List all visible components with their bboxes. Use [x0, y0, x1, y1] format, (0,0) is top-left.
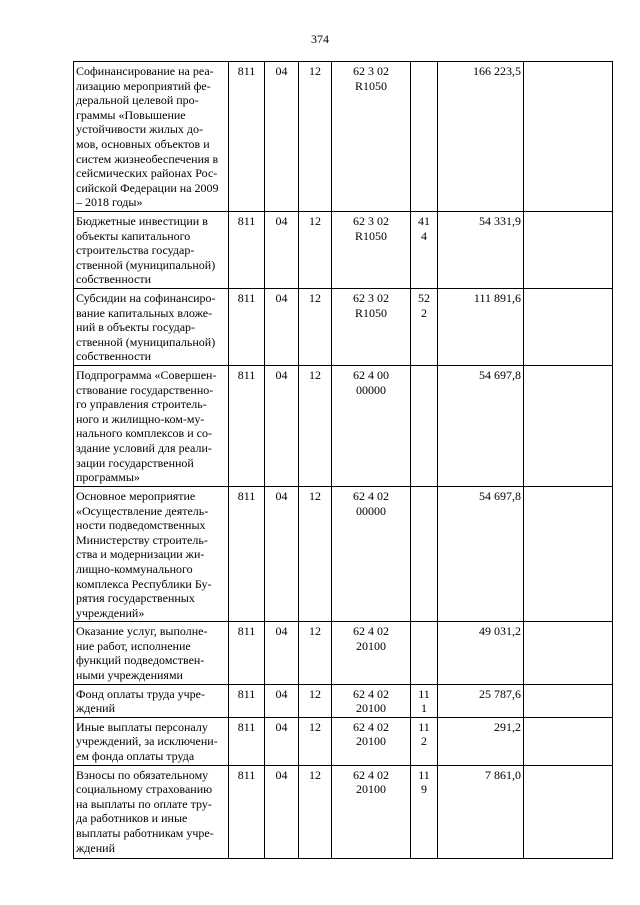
- row-sum: 49 031,2: [438, 622, 524, 684]
- table-row: [74, 288, 613, 365]
- row-target-item: 62 3 02 R1050: [332, 288, 411, 365]
- row-subsection: 12: [299, 765, 332, 858]
- row-section: 04: [265, 212, 299, 289]
- row-section: 04: [265, 622, 299, 684]
- row-section: 04: [265, 365, 299, 486]
- row-expense-type: [411, 62, 438, 212]
- row-sum: 54 331,9: [438, 212, 524, 289]
- row-sum: 54 697,8: [438, 365, 524, 486]
- row-sum: 291,2: [438, 717, 524, 765]
- row-name: Иные выплаты персоналу учреждений, за исключени- ем фонда оплаты труда: [74, 717, 229, 765]
- row-section: 04: [265, 717, 299, 765]
- row-name: Бюджетные инвестиции в объекты капитального строительства государ- ственной (муниципальной) собственности: [74, 212, 229, 289]
- row-section: 04: [265, 288, 299, 365]
- row-target-item: 62 4 02 20100: [332, 622, 411, 684]
- row-target-item: 62 4 02 20100: [332, 717, 411, 765]
- row-extra: [524, 622, 613, 684]
- row-ved: 811: [229, 684, 265, 717]
- row-extra: [524, 684, 613, 717]
- row-target-item: 62 3 02 R1050: [332, 212, 411, 289]
- row-section: 04: [265, 684, 299, 717]
- row-target-item: 62 3 02 R1050: [332, 62, 411, 212]
- row-sum: 166 223,5: [438, 62, 524, 212]
- row-section: 04: [265, 62, 299, 212]
- row-target-item: 62 4 02 20100: [332, 765, 411, 858]
- table-row: [74, 365, 613, 486]
- row-extra: [524, 62, 613, 212]
- row-name: Оказание услуг, выполне- ние работ, исполнение функций подведомствен- ными учреждениями: [74, 622, 229, 684]
- row-name: Основное мероприятие «Осуществление деятель- ности подведомственных Министерству строитель- ства и модернизации жи- лищно-коммунального комплекса Республики Бу- рятия государственных учреждений»: [74, 486, 229, 621]
- row-ved: 811: [229, 622, 265, 684]
- row-ved: 811: [229, 62, 265, 212]
- row-ved: 811: [229, 365, 265, 486]
- row-expense-type: [411, 365, 438, 486]
- row-target-item: 62 4 02 20100: [332, 684, 411, 717]
- row-subsection: 12: [299, 365, 332, 486]
- row-sum: 111 891,6: [438, 288, 524, 365]
- table-row: [74, 765, 613, 858]
- row-ved: 811: [229, 717, 265, 765]
- row-sum: 54 697,8: [438, 486, 524, 621]
- row-subsection: 12: [299, 212, 332, 289]
- row-name: Фонд оплаты труда учре- ждений: [74, 684, 229, 717]
- row-section: 04: [265, 486, 299, 621]
- row-ved: 811: [229, 486, 265, 621]
- table-row: [74, 684, 613, 717]
- table-row: [74, 622, 613, 684]
- row-subsection: 12: [299, 622, 332, 684]
- row-extra: [524, 765, 613, 858]
- row-sum: 25 787,6: [438, 684, 524, 717]
- table-row: [74, 212, 613, 289]
- table-row: [74, 486, 613, 621]
- page-number: 374: [311, 32, 329, 46]
- row-extra: [524, 288, 613, 365]
- row-subsection: 12: [299, 684, 332, 717]
- row-subsection: 12: [299, 717, 332, 765]
- row-subsection: 12: [299, 486, 332, 621]
- row-expense-type: 11 1: [411, 684, 438, 717]
- row-extra: [524, 486, 613, 621]
- row-subsection: 12: [299, 62, 332, 212]
- row-ved: 811: [229, 288, 265, 365]
- row-expense-type: [411, 486, 438, 621]
- row-target-item: 62 4 02 00000: [332, 486, 411, 621]
- row-expense-type: 52 2: [411, 288, 438, 365]
- row-ved: 811: [229, 765, 265, 858]
- row-name: Софинансирование на реа- лизацию мероприятий фе- деральной целевой про- граммы «Повышение устойчивости жилых до- мов, основных объектов и систем жизнеобеспечения в сейсмических районах Рос- сийской Федерации на 2009 – 2018 годы»: [74, 62, 229, 212]
- table-row: [74, 717, 613, 765]
- row-extra: [524, 365, 613, 486]
- table-row: [74, 62, 613, 212]
- row-expense-type: 41 4: [411, 212, 438, 289]
- row-sum: 7 861,0: [438, 765, 524, 858]
- row-subsection: 12: [299, 288, 332, 365]
- row-ved: 811: [229, 212, 265, 289]
- row-extra: [524, 212, 613, 289]
- row-section: 04: [265, 765, 299, 858]
- row-name: Подпрограмма «Совершен- ствование государственно- го управления строитель- ного и жилищно-ком-му- нального комплексов и со- здание условий для реали- зации государственной программы»: [74, 365, 229, 486]
- budget-table: [73, 61, 613, 859]
- row-extra: [524, 717, 613, 765]
- row-expense-type: 11 9: [411, 765, 438, 858]
- row-expense-type: 11 2: [411, 717, 438, 765]
- row-expense-type: [411, 622, 438, 684]
- row-name: Субсидии на софинансиро- вание капитальных вложе- ний в объекты государ- ственной (муниципальной) собственности: [74, 288, 229, 365]
- row-target-item: 62 4 00 00000: [332, 365, 411, 486]
- row-name: Взносы по обязательному социальному страхованию на выплаты по оплате тру- да работников и иные выплаты работникам учре- ждений: [74, 765, 229, 858]
